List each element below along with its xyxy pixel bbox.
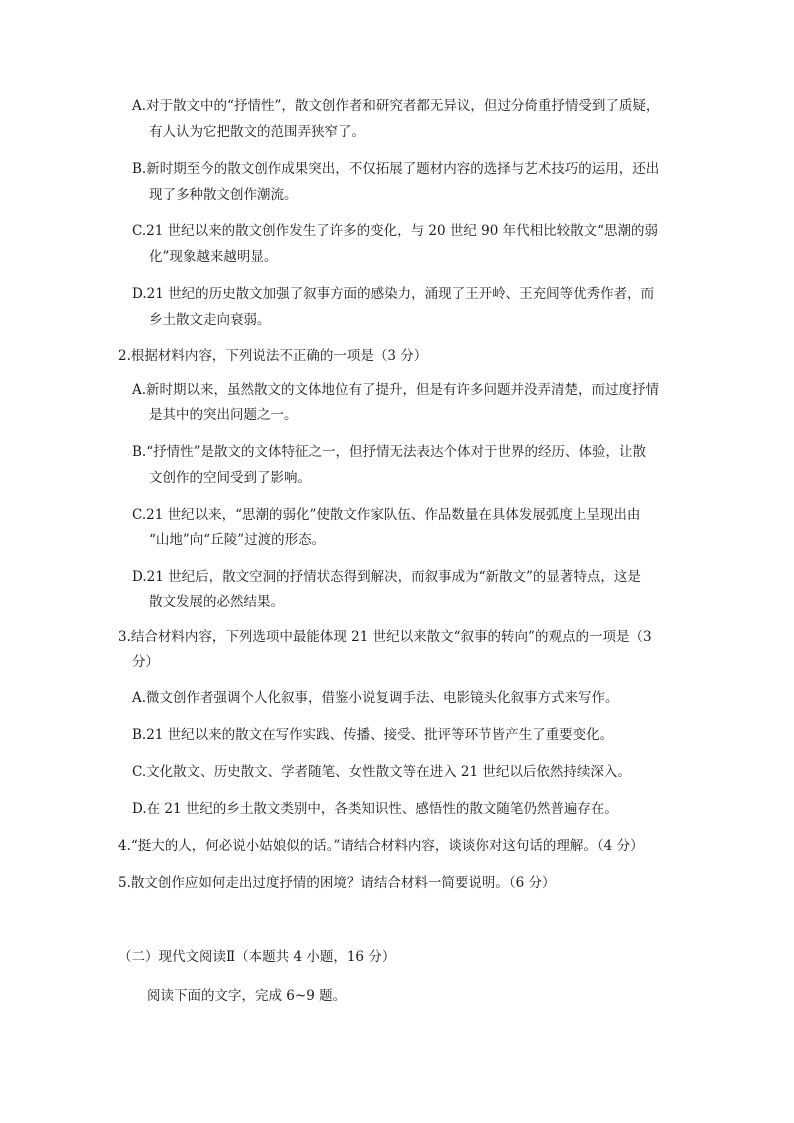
q1-option-c-line1: C.21 世纪以来的散文创作发生了许多的变化，与 20 世纪 90 年代相比较散文“思潮的弱 (132, 223, 659, 239)
q3-stem-line1: 3.结合材料内容，下列选项中最能体现 21 世纪以来散文“叙事的转向”的观点的一项是（3 (118, 629, 652, 645)
q2-option-c-line1: C.21 世纪以来，“思潮的弱化”使散文作家队伍、作品数量在具体发展弧度上呈现出由 (132, 507, 641, 523)
q1-option-b-line2: 现了多种散文创作潮流。 (149, 187, 298, 203)
q2-option-a-line1: A.新时期以来，虽然散文的文体地位有了提升，但是有许多问题并没弄清楚，而过度抒情 (132, 382, 660, 398)
q5-stem: 5.散文创作应如何走出过度抒情的困境？请结合材料一简要说明。（6 分） (118, 875, 556, 891)
section-2-heading: （二）现代文阅读Ⅱ（本题共 4 小题，16 分） (118, 949, 396, 965)
q2-option-c-line2: “山地”向“丘陵”过渡的形态。 (149, 532, 326, 548)
q3-option-a: A.微文创作者强调个人化叙事，借鉴小说复调手法、电影镜头化叙事方式来写作。 (132, 690, 619, 706)
q3-option-d: D.在 21 世纪的乡土散文类别中，各类知识性、感悟性的散文随笔仍然普遍存在。 (132, 801, 618, 817)
q1-option-a-line2: 有人认为它把散文的范围弄狭窄了。 (149, 124, 365, 140)
q2-option-d-line1: D.21 世纪后，散文空洞的抒情状态得到解决，而叙事成为“新散文”的显著特点，这是 (132, 569, 641, 585)
q2-option-d-line2: 散文发展的必然结果。 (149, 594, 284, 610)
q1-option-b-line1: B.新时期至今的散文创作成果突出，不仅拓展了题材内容的选择与艺术技巧的运用，还出 (132, 161, 660, 177)
q1-option-a-line1: A.对于散文中的“抒情性”，散文创作者和研究者都无异议，但过分倚重抒情受到了质疑， (132, 98, 660, 114)
q1-option-c-line2: 化”现象越来越明显。 (149, 249, 278, 265)
q1-option-d-line1: D.21 世纪的历史散文加强了叙事方面的感染力，涌现了王开岭、王充闾等优秀作者，而 (132, 286, 655, 302)
q2-option-a-line2: 是其中的突出问题之一。 (149, 407, 298, 423)
q4-stem: 4.“挺大的人，何必说小姑娘似的话。”请结合材料内容，谈谈你对这句话的理解。（4 分） (118, 838, 644, 854)
q1-option-d-line2: 乡土散文走向衰弱。 (149, 312, 271, 328)
q2-stem: 2.根据材料内容，下列说法不正确的一项是（3 分） (118, 348, 428, 364)
q3-option-b: B.21 世纪以来的散文在写作实践、传播、接受、批评等环节皆产生了重要变化。 (132, 727, 614, 743)
q2-option-b-line1: B.“抒情性”是散文的文体特征之一，但抒情无法表达个体对于世界的经历、体验，让散 (132, 444, 647, 460)
section-2-intro: 阅读下面的文字，完成 6~9 题。 (147, 988, 347, 1004)
q3-stem-line2: 分） (132, 654, 159, 670)
q3-option-c: C.文化散文、历史散文、学者随笔、女性散文等在进入 21 世纪以后依然持续深入。 (132, 764, 631, 780)
q2-option-b-line2: 文创作的空间受到了影响。 (149, 470, 311, 486)
